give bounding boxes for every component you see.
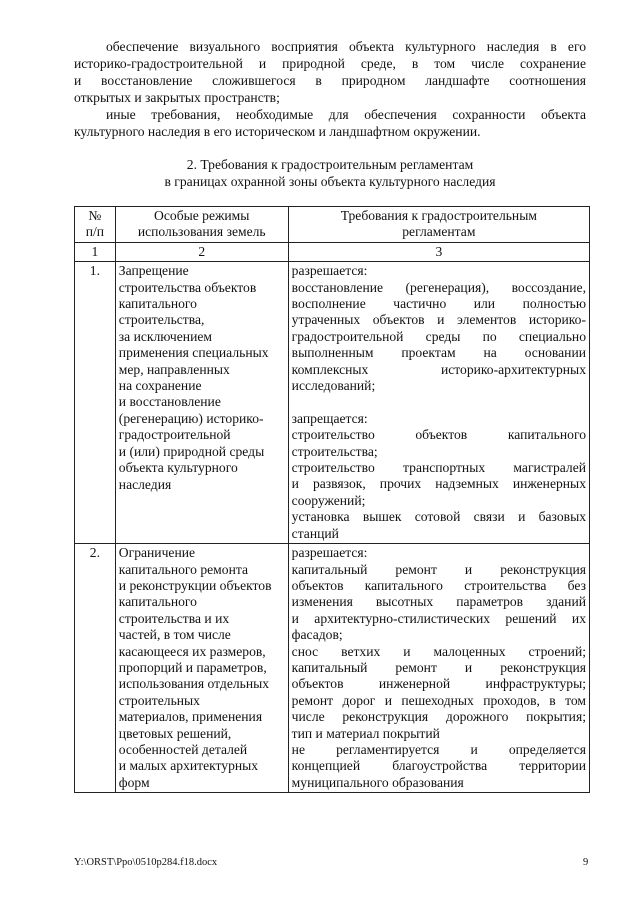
requirement-line: капитальный ремонт и реконструкция [291, 561, 586, 577]
intro-line: и восстановление сложившегося в природном ландшафте соотношения [74, 73, 586, 88]
footer-page-number: 9 [583, 857, 589, 868]
intro-paragraph-1 [74, 38, 586, 106]
regime-line: цветовых решений, [118, 725, 232, 741]
regime-line: форм [118, 774, 150, 790]
regime-line: капитального ремонта [118, 561, 248, 577]
table-column-numbering-row [75, 242, 590, 261]
footer-file-path: Y:\ORST\Ppo\0510p284.f18.docx [74, 857, 218, 868]
regime-line: на сохранение [118, 378, 202, 394]
regime-line: за исключением [118, 328, 212, 344]
regime-line: (регенерацию) историко- [118, 410, 264, 426]
regime-line: использования отдельных [118, 676, 270, 692]
row-number: 2. [75, 544, 116, 793]
requirement-line: исследований; [291, 378, 376, 394]
regime-line: Запрещение [118, 263, 189, 279]
section-title-line-1: 2. Требования к градостроительным регламентам [186, 157, 474, 172]
requirement-line: комплексных историко-архитектурных [291, 361, 586, 377]
requirement-line: концепцией благоустройства территории [291, 758, 586, 774]
requirement-line: строительство транспортных магистралей [291, 460, 586, 476]
regime-line: материалов, применения [118, 709, 263, 725]
intro-line: обеспечение визуального восприятия объекта культурного наследия в его [106, 39, 586, 54]
requirement-line: капитальный ремонт и реконструкция [291, 659, 586, 675]
regime-line: Ограничение [118, 545, 196, 561]
requirements-cell [288, 262, 589, 544]
regime-line: частей, в том числе [118, 627, 231, 643]
regime-line: пропорций и параметров, [118, 659, 267, 675]
section-title-line-2: в границах охранной зоны объекта культурного наследия [164, 174, 496, 189]
section-heading [74, 156, 586, 190]
requirement-line: сооружений; [291, 492, 366, 508]
regime-line: и восстановление [118, 394, 221, 410]
column-number-1: 1 [75, 242, 116, 261]
requirement-line: утраченных объектов и элементов историко- [291, 312, 586, 328]
requirement-line: градостроительной среды по специально [291, 328, 586, 344]
row-number: 1. [75, 262, 116, 544]
regime-line: объекта культурного [118, 460, 238, 476]
requirement-line: объектов инженерной инфраструктуры; [291, 676, 586, 692]
intro-line: иные требования, необходимые для обеспечения сохранности объекта [106, 107, 586, 122]
requirement-line: и архитектурно-стилистических решений их [291, 610, 586, 626]
table-header-row [75, 207, 590, 243]
requirement-line: разрешается: [291, 545, 368, 561]
regime-line: градостроительной [118, 427, 231, 443]
requirement-line: установка вышек сотовой связи и базовых [291, 509, 586, 525]
requirement-line: запрещается: [291, 410, 368, 426]
requirement-line: восполнение частично или полностью [291, 296, 586, 312]
table-row [75, 262, 590, 544]
requirement-line: строительства; [291, 443, 378, 459]
header-regime: Особые режимы использования земель [115, 207, 288, 243]
requirement-line [292, 394, 586, 410]
requirement-line: муниципального образования [291, 774, 464, 790]
requirement-line: числе реконструкция дорожного покрытия; [291, 709, 586, 725]
column-number-3: 3 [288, 242, 589, 261]
intro-paragraph-2 [74, 106, 586, 140]
table-row [75, 544, 590, 793]
regime-line: применения специальных [118, 345, 269, 361]
requirement-line: фасадов; [291, 627, 343, 643]
column-number-2: 2 [115, 242, 288, 261]
regime-line: капитального [118, 594, 197, 610]
intro-line: культурного наследия в его историческом и ландшафтном окружении. [74, 124, 481, 139]
header-requirements: Требования к градостроительным регламентам [288, 207, 589, 243]
requirement-line: станций [291, 525, 339, 541]
regime-line: и (или) природной среды [118, 443, 265, 459]
regime-line: касающееся их размеров, [118, 643, 266, 659]
regime-line: строительства, [118, 312, 205, 328]
requirement-line: разрешается: [291, 263, 368, 279]
requirement-line: снос ветхих и малоценных строений; [291, 643, 586, 659]
regime-line: мер, направленных [118, 361, 230, 377]
regime-line: наследия [118, 476, 172, 492]
regime-line: и реконструкции объектов [118, 577, 272, 593]
regime-line: строительства объектов [118, 279, 257, 295]
regime-line: строительных [118, 692, 200, 708]
regulations-table [74, 206, 590, 793]
requirement-line: строительство объектов капитального [291, 427, 586, 443]
requirement-line: восстановление (регенерация), воссоздание, [291, 279, 586, 295]
requirement-line: и развязок, прочих надземных инженерных [291, 476, 586, 492]
regime-cell [115, 544, 288, 793]
requirements-cell [288, 544, 589, 793]
requirement-line: объектов капитального строительства без [291, 577, 586, 593]
regime-line: строительства и их [118, 610, 230, 626]
regime-cell [115, 262, 288, 544]
requirement-line: выполненным проектам на основании [291, 345, 586, 361]
regime-line: особенностей деталей [118, 741, 248, 757]
header-number: № п/п [75, 207, 116, 243]
intro-line: открытых и закрытых пространств; [74, 90, 280, 105]
regime-line: капитального [118, 296, 197, 312]
intro-line: историко-градостроительной и природной среде, в том числе сохранение [74, 56, 586, 71]
requirement-line: изменения высотных параметров зданий [291, 594, 586, 610]
requirement-line: ремонт дорог и пешеходных проходов, в том [291, 692, 586, 708]
regime-line: и малых архитектурных [118, 758, 259, 774]
requirement-line: тип и материал покрытий [291, 725, 440, 741]
requirement-line: не регламентируется и определяется [291, 741, 586, 757]
